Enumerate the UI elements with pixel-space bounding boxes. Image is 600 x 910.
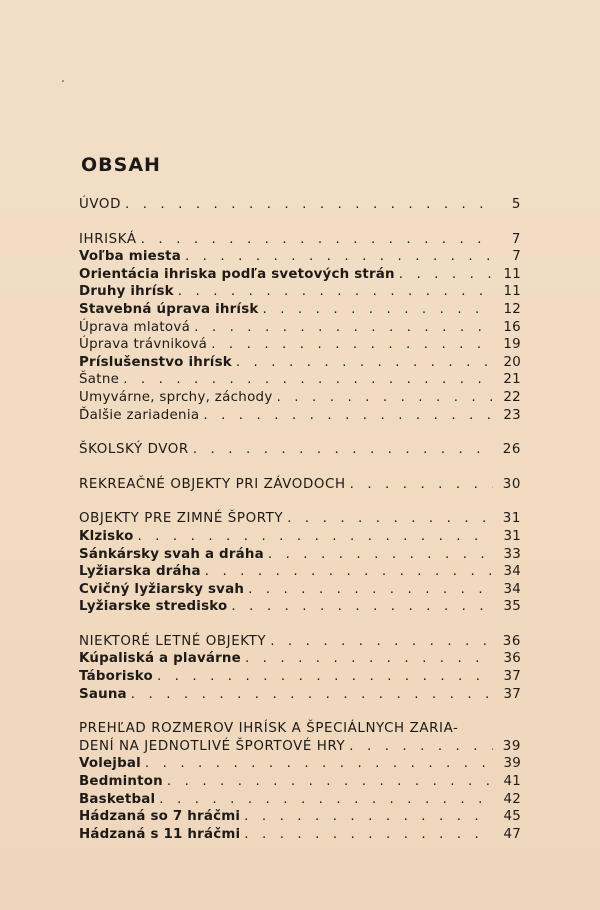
- toc-entry: [79, 808, 521, 826]
- dot-leader: [157, 668, 493, 686]
- toc-entry-title: Úprava trávniková: [79, 337, 208, 353]
- dot-leader: [245, 650, 493, 668]
- dot-leader: [159, 791, 493, 809]
- toc-entry-title: Táborisko: [79, 669, 153, 685]
- toc-page-number: 11: [503, 284, 521, 300]
- toc-entry: [79, 720, 521, 738]
- toc-entry: [79, 476, 521, 494]
- dot-leader: [399, 266, 493, 284]
- toc-section: [79, 510, 521, 616]
- toc-entry: [79, 336, 521, 354]
- dot-leader: [270, 633, 493, 651]
- toc-page-number: 16: [503, 319, 521, 335]
- toc-page-number: 23: [503, 407, 521, 423]
- toc-page-number: 31: [502, 511, 521, 527]
- toc-page-number: 21: [503, 372, 521, 388]
- toc-entry-title: Basketbal: [79, 791, 156, 807]
- dot-leader: [244, 826, 493, 844]
- dot-leader: [193, 441, 493, 459]
- dot-leader: [205, 563, 493, 581]
- toc-entry: [79, 371, 521, 389]
- toc-page-number: 5: [511, 197, 521, 212]
- contents-heading: OBSAH: [81, 154, 161, 176]
- toc-entry-title: Sánkársky svah a dráha: [79, 546, 264, 562]
- toc-page-number: 19: [503, 337, 521, 353]
- toc-entry-title: OBJEKTY PRE ZIMNÉ ŠPORTY: [79, 511, 284, 527]
- toc-entry: [79, 319, 521, 337]
- toc-entry: [79, 231, 521, 249]
- dot-leader: [231, 598, 493, 616]
- toc-entry: [79, 738, 521, 756]
- page-speck: [62, 80, 64, 82]
- toc-entry: [79, 686, 521, 704]
- toc-entry-title: NIEKTORÉ LETNÉ OBJEKTY: [79, 633, 267, 649]
- dot-leader: [125, 196, 493, 214]
- toc-page-number: 37: [503, 669, 521, 685]
- toc-page-number: 20: [503, 354, 521, 370]
- toc-entry: [79, 441, 521, 459]
- toc-entry-title: Úprava mlatová: [79, 319, 191, 335]
- toc-page-number: 26: [502, 442, 521, 458]
- table-of-contents: [79, 196, 521, 860]
- toc-page-number: 22: [503, 389, 521, 405]
- toc-entry-title: Príslušenstvo ihrísk: [79, 354, 232, 370]
- dot-leader: [123, 371, 493, 389]
- toc-entry: [79, 773, 521, 791]
- toc-entry-title: Orientácia ihriska podľa svetových strán: [79, 266, 395, 282]
- toc-entry: [79, 650, 521, 668]
- toc-entry-title: Šatne: [79, 372, 120, 388]
- toc-page-number: 45: [503, 809, 521, 825]
- toc-entry-title: Hádzaná so 7 hráčmi: [79, 809, 241, 825]
- toc-page-number: 39: [502, 738, 521, 754]
- toc-page-number: 42: [503, 791, 521, 807]
- toc-entry: [79, 301, 521, 319]
- toc-entry: [79, 283, 521, 301]
- toc-section: [79, 720, 521, 843]
- toc-entry: [79, 546, 521, 564]
- toc-page-number: 35: [503, 599, 521, 615]
- toc-section: [79, 441, 521, 459]
- dot-leader: [185, 248, 493, 266]
- toc-entry: [79, 563, 521, 581]
- toc-entry-title: Klzisko: [79, 528, 134, 544]
- toc-page-number: 11: [503, 266, 521, 282]
- toc-entry-title: REKREAČNÉ OBJEKTY PRI ZÁVODOCH: [79, 476, 346, 492]
- toc-entry-title: Bedminton: [79, 774, 163, 790]
- toc-entry: [79, 510, 521, 528]
- dot-leader: [178, 283, 493, 301]
- dot-leader: [248, 581, 493, 599]
- toc-page-number: 12: [503, 301, 521, 317]
- dot-leader: [277, 389, 493, 407]
- toc-entry: [79, 598, 521, 616]
- toc-entry-title: Cvičný lyžiarsky svah: [79, 581, 245, 597]
- toc-page-number: 41: [503, 774, 521, 790]
- toc-entry-title: Sauna: [79, 686, 127, 702]
- toc-entry: [79, 826, 521, 844]
- toc-entry: [79, 196, 521, 214]
- dot-leader: [137, 528, 493, 546]
- toc-entry-title: Umyvárne, sprchy, záchody: [79, 389, 273, 405]
- dot-leader: [236, 354, 493, 372]
- toc-entry-title: Lyžiarska dráha: [79, 564, 201, 580]
- toc-section: [79, 476, 521, 494]
- toc-page-number: 33: [503, 546, 521, 562]
- toc-page-number: 31: [503, 528, 521, 544]
- toc-entry-title: Voľba miesta: [79, 249, 181, 265]
- toc-entry-title: Lyžiarske stredisko: [79, 599, 228, 615]
- dot-leader: [244, 808, 493, 826]
- toc-entry-title: Druhy ihrísk: [79, 284, 174, 300]
- dot-leader: [268, 546, 493, 564]
- toc-entry: [79, 581, 521, 599]
- toc-entry: [79, 354, 521, 372]
- toc-entry-title: Hádzaná s 11 hráčmi: [79, 826, 241, 842]
- toc-entry-title: IHRISKÁ: [79, 231, 137, 247]
- dot-leader: [350, 476, 493, 494]
- dot-leader: [263, 301, 494, 319]
- toc-entry: [79, 266, 521, 284]
- dot-leader: [141, 231, 493, 249]
- toc-page-number: 39: [503, 756, 521, 772]
- toc-page-number: 36: [502, 633, 521, 649]
- toc-page-number: 36: [503, 651, 521, 667]
- toc-entry: [79, 389, 521, 407]
- toc-entry: [79, 755, 521, 773]
- toc-entry-title: Kúpaliská a plavárne: [79, 651, 241, 667]
- dot-leader: [131, 686, 493, 704]
- toc-entry-title: Stavebná úprava ihrísk: [79, 301, 259, 317]
- toc-entry: [79, 407, 521, 425]
- dot-leader: [145, 755, 493, 773]
- toc-section: [79, 633, 521, 703]
- toc-entry: [79, 668, 521, 686]
- toc-entry-title: ŠKOLSKÝ DVOR: [79, 442, 189, 458]
- dot-leader: [194, 319, 493, 337]
- toc-entry-title: ÚVOD: [79, 197, 121, 212]
- toc-page-number: 34: [503, 564, 521, 580]
- toc-entry: [79, 528, 521, 546]
- toc-page-number: 47: [503, 826, 521, 842]
- dot-leader: [203, 407, 493, 425]
- toc-page-number: 7: [511, 231, 521, 247]
- dot-leader: [287, 510, 493, 528]
- toc-section: [79, 231, 521, 425]
- dot-leader: [349, 738, 493, 756]
- toc-page-number: 30: [502, 476, 521, 492]
- toc-entry: [79, 248, 521, 266]
- toc-page-number: 34: [503, 581, 521, 597]
- toc-section: [79, 196, 521, 214]
- toc-entry-title: Ďalšie zariadenia: [79, 407, 200, 423]
- toc-page-number: 7: [512, 249, 521, 265]
- toc-entry-title: DENÍ NA JEDNOTLIVÉ ŠPORTOVÉ HRY: [79, 738, 346, 754]
- toc-entry-title: Volejbal: [79, 756, 141, 772]
- dot-leader: [167, 773, 493, 791]
- toc-entry: [79, 791, 521, 809]
- toc-entry-title: PREHĽAD ROZMEROV IHRÍSK A ŠPECIÁLNYCH ZARIA-: [79, 721, 459, 737]
- toc-page-number: 37: [503, 686, 521, 702]
- toc-entry: [79, 633, 521, 651]
- dot-leader: [211, 336, 493, 354]
